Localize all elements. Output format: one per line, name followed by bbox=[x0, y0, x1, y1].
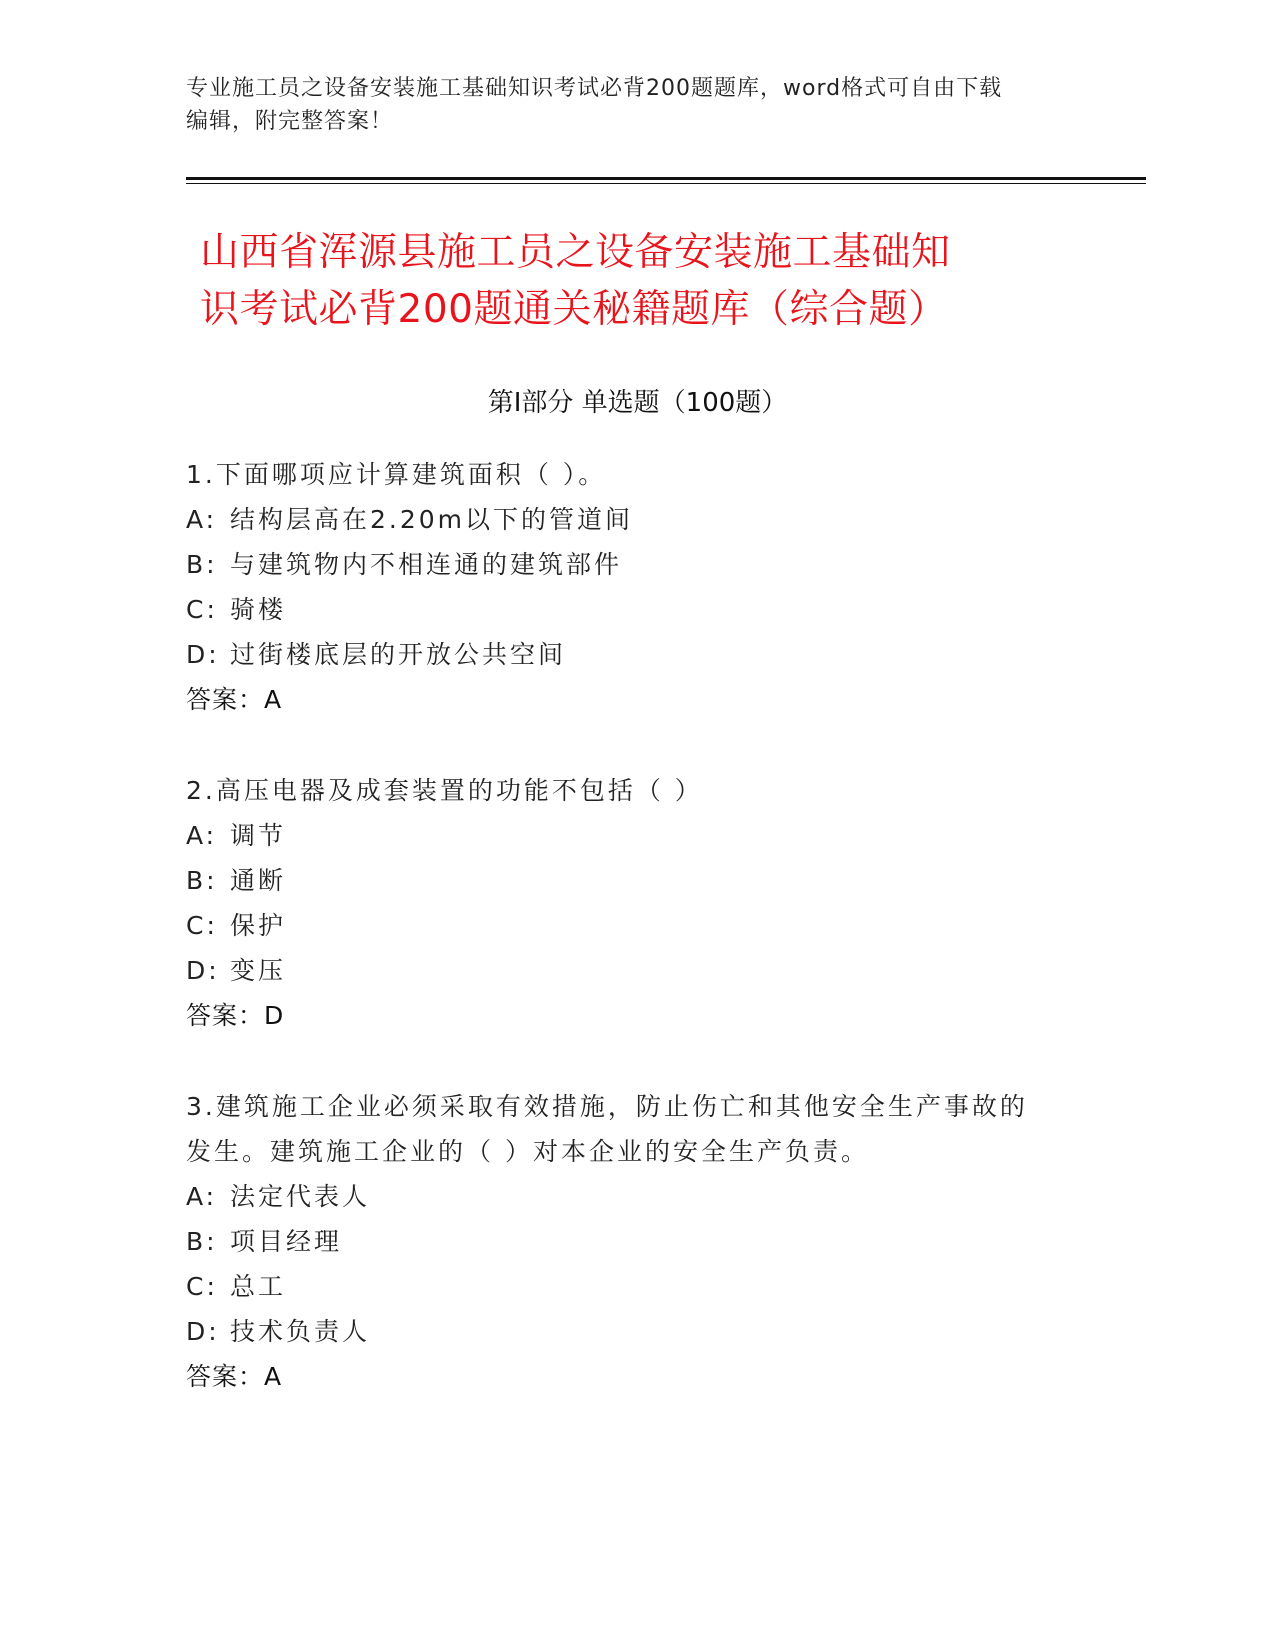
option-b bbox=[186, 542, 1066, 587]
option-key: D: bbox=[186, 640, 220, 669]
option-text: 变压 bbox=[230, 956, 287, 985]
answer: 答案：A bbox=[186, 685, 283, 714]
question-stem: 1.下面哪项应计算建筑面积（ ）。 bbox=[186, 460, 607, 489]
option-text: 骑楼 bbox=[230, 595, 287, 624]
option-b bbox=[186, 1219, 1066, 1264]
option-c bbox=[186, 587, 1066, 632]
header-note-line1: 专业施工员之设备安装施工基础知识考试必背200题题库，word格式可自由下载 bbox=[186, 76, 1003, 101]
option-text: 法定代表人 bbox=[230, 1182, 371, 1211]
option-text: 通断 bbox=[230, 866, 287, 895]
option-text: 项目经理 bbox=[230, 1227, 343, 1256]
option-text: 保护 bbox=[230, 911, 287, 940]
header-note bbox=[186, 72, 1086, 138]
answer: 答案：D bbox=[186, 1001, 285, 1030]
option-key: C: bbox=[186, 911, 218, 940]
option-text: 结构层高在2.20m以下的管道间 bbox=[230, 505, 634, 534]
option-key: B: bbox=[186, 1227, 218, 1256]
option-text: 调节 bbox=[230, 821, 287, 850]
option-d bbox=[186, 948, 1066, 993]
option-d bbox=[186, 632, 1066, 677]
option-c bbox=[186, 1264, 1066, 1309]
option-a bbox=[186, 1174, 1066, 1219]
option-key: B: bbox=[186, 866, 218, 895]
question-2 bbox=[186, 768, 1066, 1038]
option-text: 过街楼底层的开放公共空间 bbox=[230, 640, 567, 669]
question-1 bbox=[186, 452, 1066, 722]
option-d bbox=[186, 1309, 1066, 1354]
option-key: C: bbox=[186, 1272, 218, 1301]
document-title bbox=[200, 224, 1080, 338]
answer: 答案：A bbox=[186, 1362, 283, 1391]
question-3 bbox=[186, 1084, 1066, 1399]
option-key: A: bbox=[186, 1182, 218, 1211]
option-b bbox=[186, 858, 1066, 903]
section-title: 第Ⅰ部分 单选题（100题） bbox=[487, 388, 788, 418]
header-note-line2: 编辑，附完整答案！ bbox=[186, 109, 394, 134]
option-text: 总工 bbox=[230, 1272, 287, 1301]
option-key: B: bbox=[186, 550, 218, 579]
question-stem-line1: 3.建筑施工企业必须采取有效措施，防止伤亡和其他安全生产事故的 bbox=[186, 1092, 1028, 1121]
option-key: D: bbox=[186, 956, 220, 985]
header-divider-thin bbox=[186, 183, 1146, 184]
header-divider-thick bbox=[186, 177, 1146, 180]
document-title-line2: 识考试必背200题通关秘籍题库（综合题） bbox=[200, 287, 948, 332]
document-title-line1: 山西省浑源县施工员之设备安装施工基础知 bbox=[200, 230, 951, 275]
option-text: 与建筑物内不相连通的建筑部件 bbox=[230, 550, 623, 579]
option-key: C: bbox=[186, 595, 218, 624]
option-text: 技术负责人 bbox=[230, 1317, 371, 1346]
question-stem: 2.高压电器及成套装置的功能不包括（ ） bbox=[186, 776, 703, 805]
option-key: A: bbox=[186, 821, 218, 850]
option-key: D: bbox=[186, 1317, 220, 1346]
option-c bbox=[186, 903, 1066, 948]
option-a bbox=[186, 813, 1066, 858]
option-a bbox=[186, 497, 1066, 542]
option-key: A: bbox=[186, 505, 218, 534]
question-stem-line2: 发生。建筑施工企业的（ ）对本企业的安全生产负责。 bbox=[186, 1137, 869, 1166]
